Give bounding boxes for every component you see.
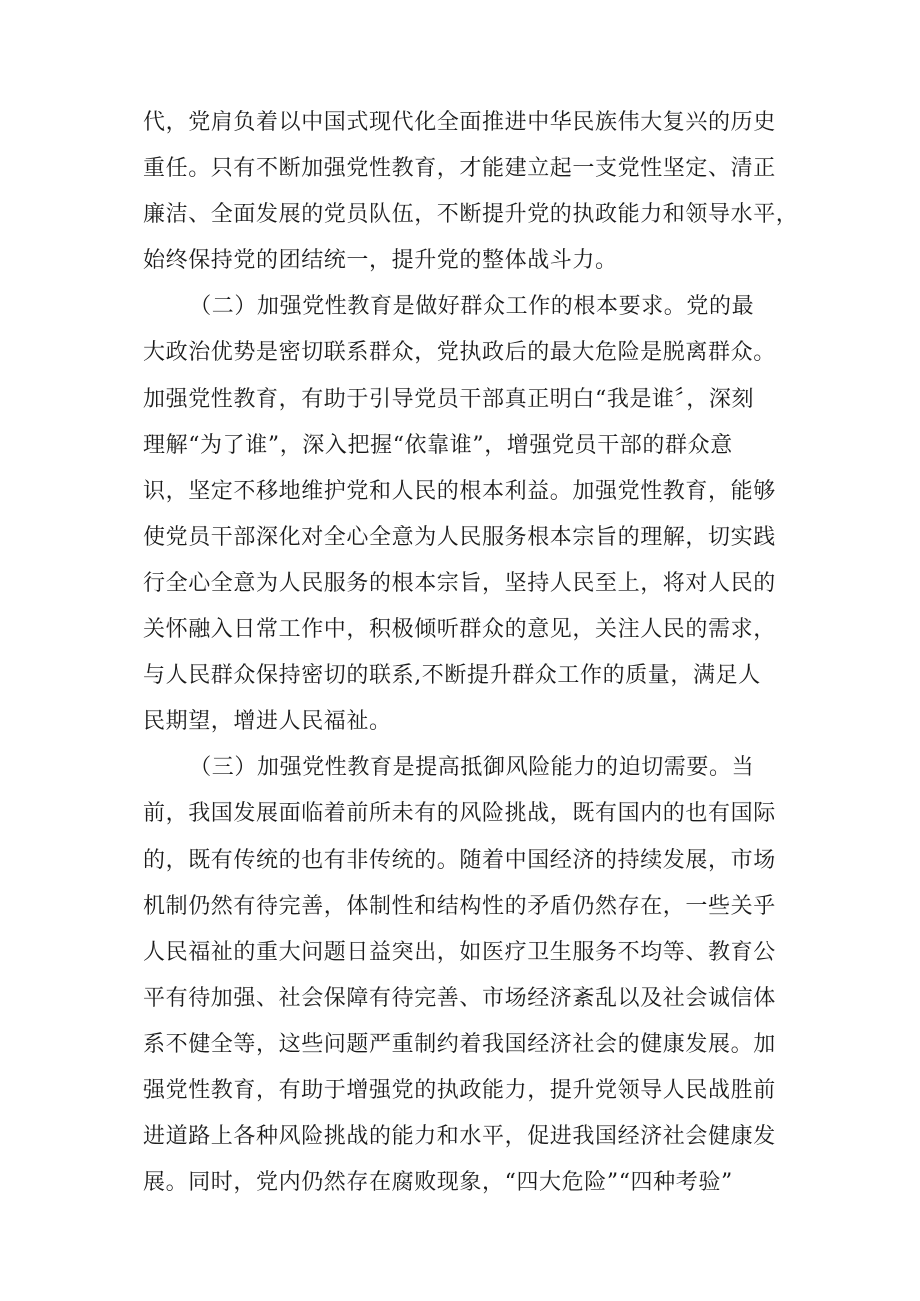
- text-line: 行全心全意为人民服务的根本宗旨，坚持人民至上，将对人民的: [143, 570, 776, 596]
- text-line: 加强党性教育，有助于引导党员干部真正明白“我是谁〞，深刻: [143, 386, 755, 412]
- text-line: 大政治优势是密切联系群众，党执政后的最大危险是脱离群众。: [143, 340, 776, 366]
- text-line: 的，既有传统的也有非传统的。随着中国经济的持续发展，市场: [143, 847, 776, 873]
- text-line: （二）加强党性教育是做好群众工作的根本要求。党的最: [189, 294, 755, 320]
- text-line: 识，坚定不移地维护党和人民的根本利益。加强党性教育，能够: [143, 478, 776, 504]
- text-line: 展。同时，党内仍然存在腐败现象，“四大危险”“四种考验”: [143, 1170, 733, 1196]
- text-line: 强党性教育，有助于增强党的执政能力，提升党领导人民战胜前: [143, 1077, 776, 1103]
- text-line: 代，党肩负着以中国式现代化全面推进中华民族伟大复兴的历史: [143, 110, 776, 135]
- text-line: 民期望，增进人民福祉。: [143, 709, 392, 735]
- document-body: [143, 100, 803, 1206]
- text-line: 关怀融入日常工作中，积极倾听群众的意见，关注人民的需求，: [143, 617, 776, 643]
- text-line: （三）加强党性教育是提高抵御风险能力的迫切需要。当: [189, 755, 755, 781]
- text-line: 前，我国发展面临着前所未有的风险挑战，既有国内的也有国际: [143, 801, 776, 827]
- paragraph-section-two: [143, 284, 803, 745]
- text-line: 进道路上各种风险挑战的能力和水平，促进我国经济社会健康发: [143, 1124, 776, 1150]
- text-line: 重任。只有不断加强党性教育，才能建立起一支党性坚定、清正: [143, 156, 776, 182]
- text-line: 人民福祉的重大问题日益突出，如医疗卫生服务不均等、教育公: [143, 939, 776, 965]
- text-line: 系不健全等，这些问题严重制约着我国经济社会的健康发展。加: [143, 1031, 776, 1057]
- text-line: 平有待加强、社会保障有待完善、市场经济紊乱以及社会诚信体: [143, 985, 776, 1011]
- paragraph-continuation: [143, 100, 803, 284]
- text-line: 机制仍然有待完善，体制性和结构性的矛盾仍然存在，一些关乎: [143, 893, 776, 919]
- text-line: 廉洁、全面发展的党员队伍，不断提升党的执政能力和领导水平，: [143, 202, 799, 228]
- text-line: 与人民群众保持密切的联系,不断提升群众工作的质量，满足人: [143, 663, 761, 689]
- text-line: 始终保持党的团结统一，提升党的整体战斗力。: [143, 248, 618, 274]
- text-line: 理解“为了谁”，深入把握“依靠谁”，增强党员干部的群众意: [143, 432, 733, 458]
- text-line: 使党员干部深化对全心全意为人民服务根本宗旨的理解，切实践: [143, 524, 776, 550]
- paragraph-section-three: [143, 745, 803, 1206]
